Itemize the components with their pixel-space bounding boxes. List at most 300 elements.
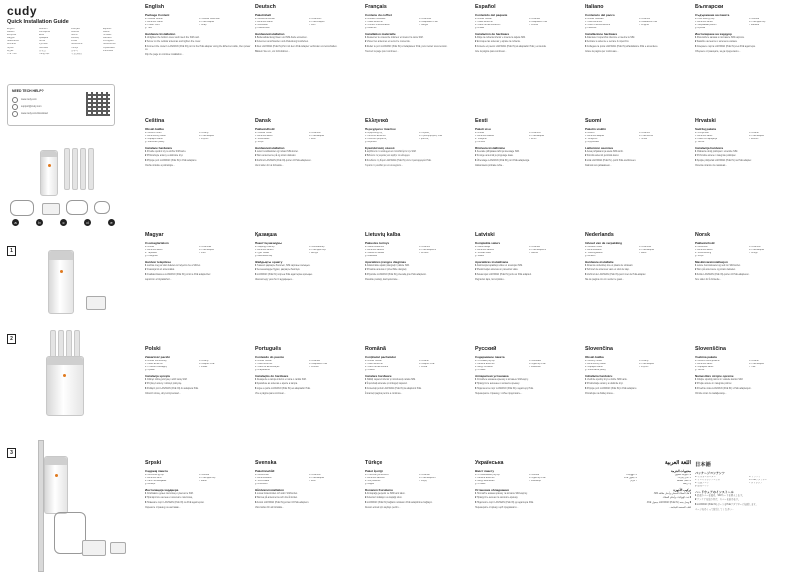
step-number: 2	[475, 497, 477, 500]
language-index-item: Български	[39, 31, 51, 34]
package-item: d. Adaptor PoE	[419, 363, 435, 366]
package-content-heading: Paketinnehåll	[255, 469, 275, 473]
package-items	[475, 132, 581, 144]
left-column	[0, 0, 138, 581]
package-item: c. Ethernet кабел	[695, 21, 713, 24]
package-item: b. الهوائيات	[626, 474, 637, 476]
package-item	[309, 141, 361, 144]
package-item: a. Δρομολογητής	[365, 132, 383, 134]
package-items	[695, 132, 801, 144]
language-section	[365, 118, 471, 168]
installation-step	[255, 265, 361, 268]
package-items	[145, 246, 251, 258]
hardware-installation-heading: Hardwareinstallation	[255, 146, 285, 151]
step-number: 3	[695, 273, 697, 276]
section-title: Eesti	[475, 118, 488, 124]
package-item: d. PoE-adapter	[309, 135, 325, 138]
package-item: b. Antennák	[199, 246, 212, 248]
package-item: f. Белдік	[309, 252, 318, 255]
installation-step	[255, 379, 361, 382]
package-content-heading: Pakkeindhold	[255, 127, 275, 131]
step-number: 3	[585, 45, 587, 48]
package-item: g. Vezice	[695, 141, 705, 144]
package-item: c. Cablu Ethernet	[365, 363, 383, 366]
step-text: Forbind LAN/WAN (PoE IN)-porten til PoE-adapteren.	[256, 159, 312, 162]
package-items	[475, 474, 581, 486]
step-text: Conecte el puerto LAN/WAN (PoE IN) al adaptador PoE y encienda.	[476, 45, 547, 48]
installation-step	[255, 37, 361, 40]
package-content-heading: Pakuotės turinys	[365, 241, 390, 245]
package-items	[365, 246, 471, 258]
package-item: e. Захранващ кабел	[695, 24, 717, 27]
package-item: e. Шнур живлення	[475, 480, 495, 483]
language-section	[475, 118, 581, 168]
package-item	[309, 369, 361, 372]
installation-step	[145, 160, 251, 163]
installation-step	[145, 151, 251, 154]
help-title: NEED TECH HELP?	[12, 89, 44, 93]
installation-step	[695, 495, 801, 498]
hardware-installation-heading: Instalace hardwaru	[145, 146, 173, 151]
installation-step	[145, 493, 251, 496]
step-number: 2	[365, 269, 367, 272]
package-item: a. Router celular	[365, 360, 382, 362]
step-number: 2	[585, 383, 587, 386]
package-item: d. PoE adapteris	[419, 249, 436, 252]
package-content-heading: Inhoud van de verpakking	[585, 241, 623, 245]
step-text: Підключіть порт LAN/WAN (PoE IN) до адаптера PoE.	[476, 501, 534, 504]
installation-step	[585, 46, 691, 49]
section-title: Čeština	[145, 118, 165, 124]
package-item: c. Ethernet кабл	[145, 477, 162, 480]
package-item	[749, 369, 801, 372]
language-index-item: Română	[7, 43, 16, 46]
step-number: 2	[255, 497, 257, 500]
package-item: f. Popruh	[199, 138, 209, 141]
step-text: Причврстите антене и затегните поклопац.	[146, 497, 193, 500]
package-content-heading: Paketi sisu	[475, 127, 491, 131]
section-title: اللغة العربية	[664, 460, 691, 466]
installation-step	[475, 37, 581, 40]
package-item: d. PoE adapteris	[529, 249, 546, 252]
step-number: 2	[365, 497, 367, 500]
step-text: Desserrez le couvercle inférieur et insérez la carte SIM.	[366, 37, 424, 40]
step-text: وصل منفذ LAN/WAN (PoE IN) بمحول PoE.	[646, 501, 690, 504]
installation-step	[255, 160, 361, 163]
package-item: b. Antennid	[529, 132, 541, 134]
package-item: g. Nippusiteet	[585, 141, 600, 144]
installation-step	[145, 41, 251, 44]
package-item: a. Cellular Router	[145, 18, 163, 20]
power-outlet-illustration	[110, 542, 126, 554]
package-item: a. Router celular	[475, 18, 492, 20]
step-number: 1	[365, 151, 367, 154]
step-text: Desaperte a tampa inferior e insira o cartão SIM.	[256, 379, 307, 382]
language-index-item: Eesti	[39, 34, 45, 37]
package-item: d. PoE-adapter	[749, 249, 765, 252]
language-section	[365, 232, 471, 282]
step-number: 3	[365, 45, 367, 48]
section-title: Hrvatski	[695, 118, 716, 124]
step-number-3: 3	[7, 448, 16, 458]
installation-step	[585, 502, 691, 505]
package-item: a. Router komórkowy	[145, 360, 167, 362]
language-index-item: Deutsch	[39, 28, 48, 30]
step-text: Antennen anschrauben und Abdeckung festziehen.	[256, 41, 309, 44]
package-item: g. Везице	[145, 483, 156, 486]
step-number: 1	[475, 37, 477, 40]
step-number: 3	[365, 273, 367, 276]
package-content-heading: Paket İçeriği	[365, 469, 383, 473]
section-title: Русский	[475, 346, 497, 352]
package-item: c. Ethernetový kábel	[585, 363, 606, 366]
package-item	[749, 141, 801, 144]
step-number: 3	[365, 159, 367, 162]
package-item: c. Ethernet kabel	[695, 363, 713, 366]
package-item: a. Маршрутизатор	[255, 246, 275, 248]
package-items	[145, 18, 251, 30]
package-item: e. 電源コード	[695, 482, 710, 485]
language-index-item: Italiano	[7, 31, 15, 34]
package-item: e. Napajalni kabel	[695, 366, 714, 369]
package-content-heading: Csomagtartalom	[145, 241, 169, 245]
step-text: Privijte antene in zategnite pokrov.	[696, 383, 732, 386]
language-index-item: Türkçe	[71, 46, 79, 49]
step-number: 3	[475, 45, 477, 48]
step-text: LAN/WAN (PoE IN) bağlantı noktasını PoE adaptörüne bağlayın.	[366, 501, 433, 504]
step-number: 3	[695, 503, 697, 506]
package-item: d. محول PoE	[623, 477, 637, 480]
help-email-row[interactable]	[12, 104, 41, 109]
installation-step	[255, 497, 361, 500]
step-text: Afloje la cubierta inferior e inserte la tarjeta SIM.	[476, 37, 526, 40]
step-number: 2	[255, 41, 257, 44]
package-item	[309, 27, 361, 30]
step-number: 2	[145, 155, 147, 158]
installation-step	[475, 46, 581, 49]
step-number: 1	[695, 265, 697, 268]
package-item: c. Ethernetkabel	[255, 477, 272, 480]
step-text: Прикрутіть антени та затягніть кришку.	[476, 497, 519, 500]
package-item: g. Vezice	[695, 369, 705, 372]
language-index-item: Tiếng Việt	[39, 52, 50, 55]
language-index-item: Čeština	[71, 31, 79, 34]
package-items	[695, 360, 801, 372]
language-section	[475, 346, 581, 396]
language-index-item: Srpski	[7, 46, 14, 49]
step-number: 1	[475, 265, 477, 268]
package-items	[695, 18, 801, 30]
help-email[interactable]: support@cudy.com	[21, 105, 42, 108]
installation-step	[475, 274, 581, 277]
package-item: d. PoE-adapter	[529, 135, 545, 138]
package-item: g. Kinnitid	[475, 141, 486, 144]
package-item: a. Router cellulare	[585, 18, 604, 20]
package-item: a. Mobilrouter	[255, 474, 270, 476]
step-text: Повежите порт LAN/WAN (PoE IN) са PoE адаптером.	[146, 501, 205, 504]
hardware-installation-heading: Inštalácia hardvéru	[585, 374, 613, 379]
section-title: Svenska	[255, 460, 277, 466]
package-item: b. Антени	[749, 18, 760, 20]
installation-step	[475, 41, 581, 44]
step-number: 1	[585, 379, 587, 382]
package-item	[639, 27, 691, 30]
sim-card-illustration	[86, 296, 106, 310]
package-item: c. Ethernet kabel	[695, 135, 713, 138]
step-number: 3	[475, 501, 477, 504]
package-item	[639, 141, 691, 144]
package-item: g. Strips	[695, 255, 704, 258]
language-index-item: Português	[103, 40, 114, 43]
step-number: 2	[695, 41, 697, 44]
package-item	[199, 255, 251, 258]
step-number: 2	[145, 269, 147, 272]
package-item: d. PoE-sovitin	[639, 135, 654, 138]
package-item: a. Стільниковий роутер	[475, 474, 500, 476]
package-item: e. Καλώδιο ρεύματος	[365, 138, 387, 141]
step-number: 1	[585, 265, 587, 268]
package-item: e. Strømledning	[695, 252, 712, 255]
step-text: Олабавите доњи поклопац и уметните SIM.	[146, 493, 194, 496]
continue-note: Snu siden for å fortsette...	[695, 278, 722, 281]
package-item: c. Ethernet-Kabel	[255, 21, 273, 24]
step-number: 2	[145, 383, 147, 386]
package-item: g. Attaches	[365, 27, 377, 30]
package-item: a. Сотовый роутер	[475, 360, 495, 362]
language-section	[585, 118, 691, 168]
step-text: Свържете порта LAN/WAN (PoE IN) към PoE адаптера.	[696, 45, 756, 48]
package-items	[365, 132, 471, 144]
package-item: f. Cinghia	[639, 24, 649, 27]
package-items	[585, 132, 691, 144]
language-section	[145, 4, 251, 57]
package-item: f. Remen	[749, 138, 759, 141]
package-item: c. Ethernet-kabel	[255, 135, 273, 138]
installation-step	[475, 493, 581, 496]
package-items	[255, 474, 361, 486]
package-item: a. Usmjerivač	[695, 132, 709, 134]
step-text: Atlaisvinkite apatinį dangtelį ir įdėkite SIM.	[366, 265, 410, 268]
package-item: c. Ethernet Cable	[145, 21, 163, 24]
package-item: e. Güç kablosu	[365, 480, 381, 483]
continue-note: Käännä sivu jatkaaksesi...	[585, 164, 612, 167]
package-items	[255, 360, 361, 372]
language-section	[365, 4, 471, 54]
installation-step	[145, 155, 251, 158]
ethernet-cable-illustration	[10, 200, 34, 216]
package-item: c. Кабель Ethernet	[475, 363, 495, 366]
package-item: g. Байлағыштар	[255, 255, 273, 258]
installation-step	[475, 269, 581, 272]
step-number: 1	[475, 151, 477, 154]
continue-note: Tournez la page pour continuer...	[365, 50, 399, 53]
package-item: d. Адаптер PoE	[529, 477, 546, 480]
package-item: c. Cabo Ethernet	[255, 363, 273, 366]
installation-step	[365, 155, 471, 158]
package-item: b. Антенналар	[309, 246, 325, 248]
step-text: Pričvrstite antene i zategnite poklopac.	[696, 155, 737, 158]
step-text: Înșurubați antenele și strângeți capacul.	[366, 383, 408, 386]
hardware-installation-heading: Laitteiston asennus	[585, 146, 614, 151]
step-text: Spojite priključak LAN/WAN (PoE IN) na PoE adapter.	[696, 159, 752, 162]
package-item: b. Antene	[749, 360, 759, 362]
installation-step	[475, 383, 581, 386]
package-item: f. ストラップ	[749, 482, 763, 485]
step-text: Løsn bunddækslet og indsæt SIM-kortet.	[256, 151, 299, 154]
package-item	[529, 483, 581, 486]
help-download[interactable]: www.cudy.com/download	[21, 112, 48, 115]
step-number: 2	[145, 41, 147, 44]
installation-step	[585, 388, 691, 391]
package-item: g. Връзки	[695, 27, 706, 30]
language-index-item: 한국어	[71, 49, 78, 52]
package-item	[199, 141, 251, 144]
package-item: b. Antennen	[309, 18, 322, 20]
step-number: 3	[475, 387, 477, 390]
package-item: f. Siksna	[529, 252, 538, 255]
package-item: f. Correa	[529, 24, 538, 27]
step-text: Ligue a porta LAN/WAN (PoE IN) ao adaptador PoE.	[256, 387, 311, 390]
step-text: Untighten the bottom cover and insert the SIM card.	[146, 37, 200, 40]
package-item: b. Antennes	[419, 18, 432, 20]
package-item	[419, 27, 471, 30]
package-item: e. Cablu de alimentare	[365, 366, 389, 369]
installation-step	[695, 155, 801, 158]
continue-note: Lapozzon a folytatáshoz...	[145, 278, 172, 281]
package-content-heading: Pakkeinnhold	[695, 241, 715, 245]
package-item: d. PoEアダプター	[749, 479, 768, 482]
section-title: Français	[365, 4, 387, 10]
package-item: d. PoE-adapter	[639, 249, 655, 252]
package-content-heading: Obsah balíku	[145, 127, 164, 131]
package-item: a. Mobilni usmerjevalnik	[695, 360, 720, 362]
package-item: c. Kabel Ethernet	[145, 363, 163, 366]
step-text: Anslut LAN/WAN (PoE IN)-porten till PoE-adaptern.	[256, 501, 310, 504]
installation-step	[585, 41, 691, 44]
package-item: g. أربطة	[682, 483, 691, 486]
package-item	[309, 255, 361, 258]
continue-note: Gire la página para continuar...	[475, 50, 507, 53]
continue-note: Blättern Sie um, um fortzufahren...	[255, 50, 290, 53]
step-text: Skru antennerne på og stram dækslet.	[256, 155, 296, 158]
package-item: f. Kayış	[419, 480, 427, 483]
step-number: 2	[585, 269, 587, 272]
step-number: 3	[145, 387, 147, 390]
package-item	[419, 483, 471, 486]
step-text: Povežite vrata LAN/WAN (PoE IN) s PoE adapterjem.	[696, 387, 752, 390]
package-item: e. Tápkábel	[145, 252, 157, 255]
package-content-heading: Zawartość paczki	[145, 355, 170, 359]
package-item: e. Napájací kábel	[585, 366, 603, 369]
antenna-illustration	[80, 148, 86, 190]
installation-step	[585, 160, 691, 163]
package-item: a. Maršrutētājs	[475, 246, 491, 248]
step-text: Allentare il coperchio inferiore e inserire la SIM.	[586, 37, 635, 40]
step-text: Atskrūvējiet apakšējo vāku un ievietojiet SIM.	[476, 265, 523, 268]
package-item: a. Routeur cellulaire	[365, 18, 386, 20]
package-content-heading: Vsebina paketa	[695, 355, 717, 359]
step-text: Odkręć dolną pokrywę i włóż kartę SIM.	[146, 379, 188, 382]
step-text: Lossa bottenlocket och sätt i SIM-kortet.	[256, 493, 298, 496]
section-title: Қазақша	[255, 232, 277, 238]
step-number: 3	[255, 501, 257, 504]
hardware-installation-heading: Instalare hardware	[365, 374, 392, 379]
step-number: 2	[255, 155, 257, 158]
language-section	[695, 4, 801, 54]
package-item: f. Stropp	[749, 252, 758, 255]
installation-step	[585, 493, 691, 496]
package-item	[309, 483, 361, 486]
package-item: b. Antenas	[529, 246, 540, 248]
package-item	[749, 255, 801, 258]
package-item: c. Ethernet kabelis	[475, 249, 494, 252]
step-number: 1	[255, 379, 257, 382]
package-item: e. Toitejuhe	[475, 138, 487, 141]
continue-note: Vire a página para continuar...	[255, 392, 286, 395]
step-number: 3	[145, 159, 147, 162]
language-index-item: Norsk	[39, 40, 45, 43]
package-item: f. Rem	[309, 480, 316, 483]
language-index-item: Slovenščina	[103, 43, 116, 46]
section-title: Suomi	[585, 118, 602, 124]
package-item: e. Шнур питания	[475, 366, 493, 369]
step-number: 1	[695, 495, 697, 498]
section-title: Türkçe	[365, 460, 383, 466]
step-number: 3	[365, 387, 367, 390]
installation-step	[695, 269, 801, 272]
step-number-1: 1	[7, 246, 16, 256]
package-item	[639, 255, 691, 258]
installation-step	[365, 41, 471, 44]
package-item: d. Adattatore PoE	[639, 21, 658, 24]
router-step3-illustration	[44, 456, 68, 514]
hardware-installation-heading: Instalacja sprzętu	[145, 374, 171, 379]
package-item: d. PoE адаптер	[199, 477, 216, 480]
package-item: a. Мобилни рутер	[145, 474, 164, 476]
hardware-installation-heading: Инсталиране на хардуер	[695, 32, 732, 37]
step-text: LAN/WAN (PoE IN) портын PoE адаптеріне қосыңыз.	[256, 273, 313, 276]
help-website[interactable]: www.cudy.com	[21, 98, 37, 101]
step-number: 3	[695, 45, 697, 48]
language-section	[695, 346, 801, 396]
section-title: Ελληνικά	[365, 118, 389, 124]
installation-step	[585, 265, 691, 268]
package-item: d. Adaptador PoE	[309, 363, 328, 366]
package-items	[255, 18, 361, 30]
package-item: e. سلك الطاقة	[676, 480, 691, 483]
power-cord-illustration	[66, 200, 88, 215]
step-text: Koble LAN/WAN (PoE IN)-porten til PoE-adapteren.	[696, 273, 750, 276]
language-index-item: Українська	[103, 46, 115, 49]
help-website-row[interactable]	[12, 97, 37, 102]
callout-a: a	[12, 219, 19, 226]
package-item: f. Ремінець	[529, 480, 541, 483]
help-download-row[interactable]	[12, 111, 48, 116]
package-item: g. Kabelbinder	[255, 27, 270, 30]
installation-step	[585, 269, 691, 272]
package-item	[419, 369, 471, 372]
installation-step	[695, 388, 801, 391]
language-section	[255, 460, 361, 510]
package-item: d. PoE Adapter	[199, 21, 215, 24]
installation-step	[695, 160, 801, 163]
antenna-step2-illustration	[50, 330, 56, 358]
package-content-heading: Conținutul pachetului	[365, 355, 396, 359]
package-item	[529, 255, 581, 258]
installation-step	[585, 155, 691, 158]
package-item: b. Antény	[199, 132, 209, 134]
package-content-heading: محتويات الحزمة	[671, 469, 691, 473]
